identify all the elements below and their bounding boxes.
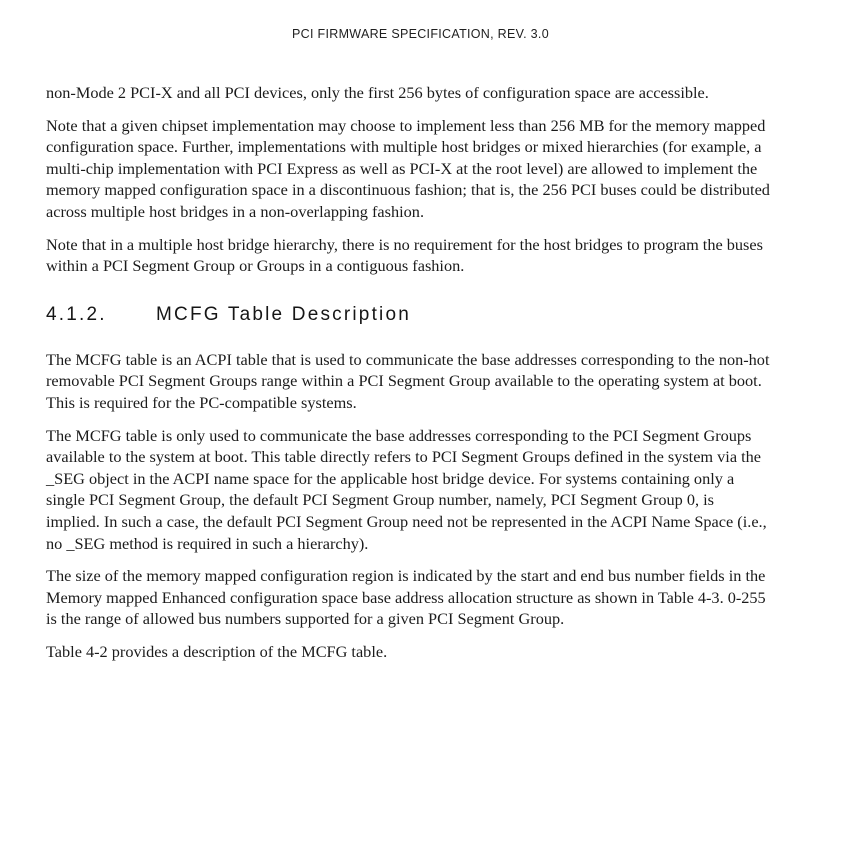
section-title: MCFG Table Description	[156, 303, 412, 325]
paragraph-chipset-implementation-note: Note that a given chipset implementation may choose to implement less than 256 MB for the memory mapped configuration space. Further, implementations with multiple host bridges or mixed hierarchies (for example, a multi-chip implementation with PCI Express as well as PCI-X at the root level) are allowed to implement the memory mapped configuration space in a discontinuous fashion; that is, the 256 PCI buses could be distributed across multiple host bridges in a non-overlapping fashion.	[46, 115, 770, 221]
paragraph-host-bridge-hierarchy-note: Note that in a multiple host bridge hierarchy, there is no requirement for the host bridges to program the buses within a PCI Segment Group or Groups in a contiguous fashion.	[46, 234, 763, 276]
paragraph-table-4-2-reference: Table 4-2 provides a description of the MCFG table.	[46, 641, 388, 661]
running-header-title: PCI FIRMWARE SPECIFICATION, REV. 3.0	[292, 27, 549, 41]
paragraph-memory-mapped-region-size: The size of the memory mapped configuration region is indicated by the start and end bus number fields in the Memory mapped Enhanced configuration space base address allocation structure as shown in Table 4-3. 0-255 is the range of allowed bus numbers supported for a given PCI Segment Group.	[46, 566, 766, 629]
paragraph-accessible-space: non-Mode 2 PCI-X and all PCI devices, only the first 256 bytes of configuration space are accessible.	[46, 83, 709, 102]
section-heading	[46, 304, 770, 326]
page-content	[46, 82, 770, 673]
paragraph-mcfg-acpi-table: The MCFG table is an ACPI table that is used to communicate the base addresses corresponding to the non-hot removable PCI Segment Groups range within a PCI Segment Group available to the operating system at boot. This is required for the PC-compatible systems.	[46, 349, 770, 412]
paragraph-mcfg-seg-object: The MCFG table is only used to communicate the base addresses corresponding to the PCI Segment Groups available to the system at boot. This table directly refers to PCI Segment Groups defined in the system via the _SEG object in the ACPI name space for the applicable host bridge device. For systems containing only a single PCI Segment Group, the default PCI Segment Group number, namely, PCI Segment Group 0, is implied. In such a case, the default PCI Segment Group need not be represented in the ACPI Name Space (i.e., no _SEG method is required in such a hierarchy).	[46, 425, 767, 553]
section-number: 4.1.2.	[46, 303, 107, 325]
